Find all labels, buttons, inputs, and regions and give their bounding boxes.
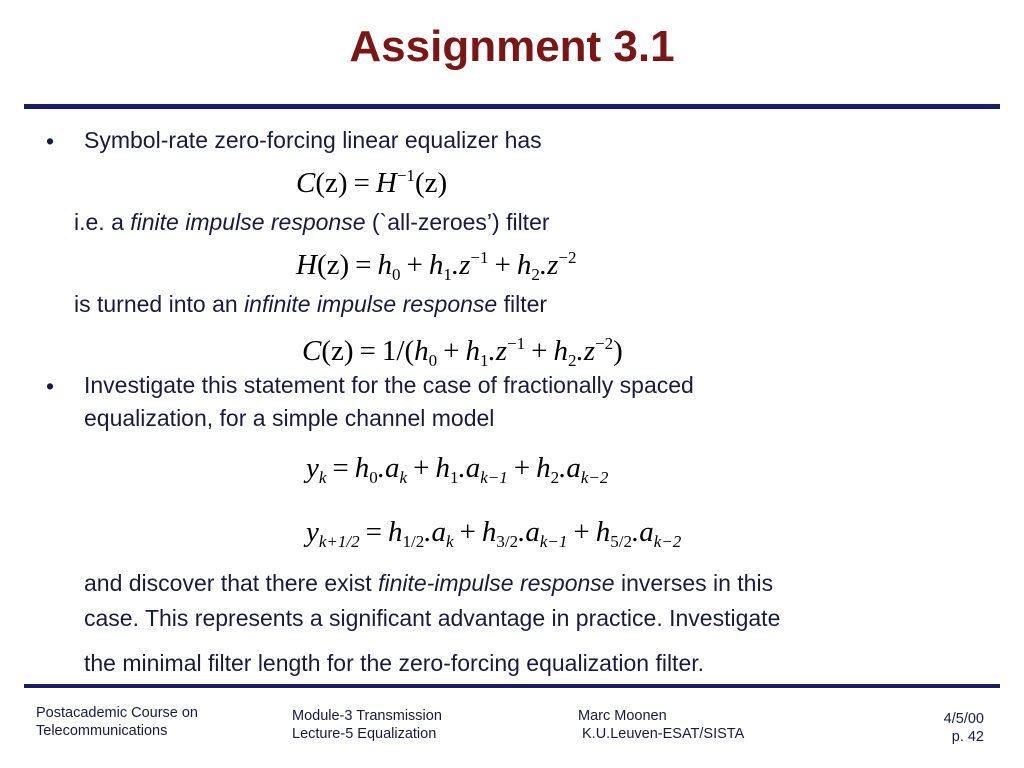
equation-yk-half: $y_{k+1/2} = h_{1/2}.a_k + h_{3/2}.a_{k-1} + h_{5/2}.a_{k-2}$ [306, 516, 682, 551]
bullet-marker-2: • [46, 373, 55, 399]
footer-module: Module-3 Transmission Lecture-5 Equalization [292, 708, 442, 742]
bullet-1-text: Symbol-rate zero-forcing linear equalizer has [84, 127, 542, 153]
footer-date: 4/5/00 [943, 711, 984, 727]
equation-cz-iir: $C(z) = 1/(h_0 + h_1.z^{-1} + h_2.z^{-2})$ [302, 334, 623, 370]
bullet-marker-1: • [46, 128, 55, 154]
footer-author: Marc Moonen K.U.Leuven-ESAT/SISTA [578, 708, 745, 742]
equation-yk: $y_k = h_0.a_k + h_1.a_{k-1} + h_2.a_{k-2}$ [306, 452, 609, 487]
top-divider [24, 104, 1000, 109]
footer-date-page [900, 710, 984, 746]
fir-sentence: i.e. a finite impulse response (`all-zeroes’) filter [74, 209, 550, 235]
footer-page-number: p. 42 [951, 729, 984, 745]
slide-title: Assignment 3.1 [349, 22, 675, 71]
iir-sentence: is turned into an infinite impulse response filter [74, 291, 548, 317]
bullet-2-line-2: equalization, for a simple channel model [84, 405, 495, 431]
bullet-2-line-1: Investigate this statement for the case of fractionally spaced [84, 372, 694, 398]
equation-czinverse: $C(z) = H^{-1}(z)$ [296, 166, 448, 199]
advantage-sentence: case. This represents a significant advantage in practice. Investigate [84, 605, 781, 631]
filter-length-sentence: the minimal filter length for the zero-forcing equalization filter. [84, 650, 705, 676]
equation-hz: $H(z) = h_0 + h_1.z^{-1} + h_2.z^{-2}$ [296, 248, 577, 284]
bottom-divider [24, 684, 1000, 688]
footer-course: Postacademic Course on Telecommunications [36, 705, 198, 739]
discover-sentence: and discover that there exist finite-impulse response inverses in this [84, 570, 774, 596]
